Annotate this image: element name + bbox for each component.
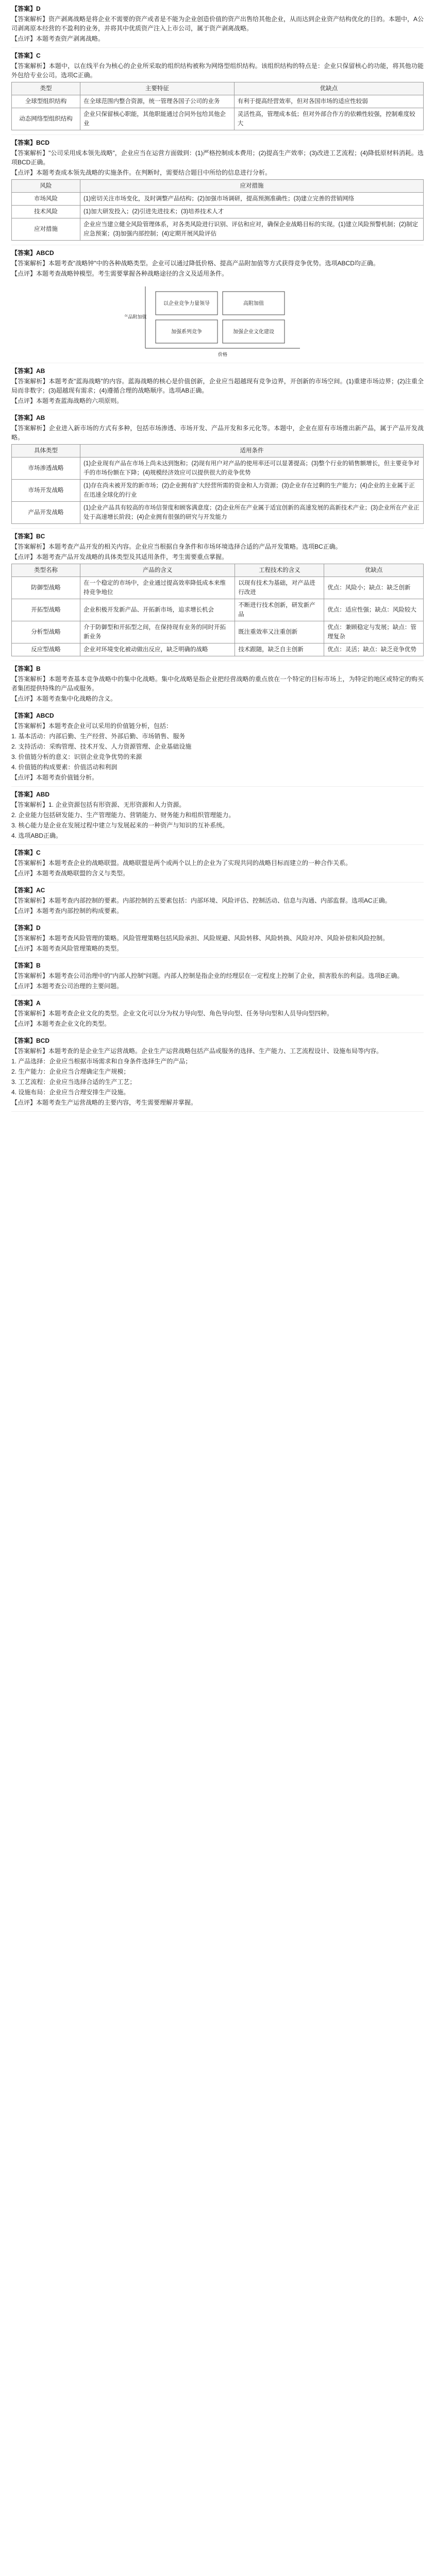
answer-paragraph: 【答案解析】本题考查公司治理中的"内部人控制"问题。内部人控制是指企业的经理层在一定程度上控制了企业，损害股东的利益。选项B正确。	[11, 972, 404, 979]
answer-paragraph: 【点评】本题考查蓝海战略的六项原则。	[11, 397, 123, 404]
reference-table	[11, 444, 424, 524]
table-header-row	[12, 180, 424, 193]
table-cell: 在全球范围内整合资源，统一管理各国子公司的业务	[80, 95, 235, 108]
answer-paragraph: 【点评】本题考查生产运营战略的主要内容，考生需要理解并掌握。	[11, 1099, 197, 1106]
table-cell: 在一个稳定的市场中，企业通过提高效率降低成本来维持竞争地位	[80, 577, 235, 599]
table-row	[12, 95, 424, 108]
table-cell: 优点：兼顾稳定与发展；缺点：管理复杂	[324, 621, 424, 643]
answer-block	[11, 998, 424, 1028]
table-header-cell: 优缺点	[324, 564, 424, 577]
answer-block	[11, 1036, 424, 1107]
answer-paragraph: 2. 支持活动：采购管理、技术开发、人力资源管理、企业基础设施	[11, 743, 192, 750]
answer-label: 【答案】ABD	[11, 791, 49, 798]
x-axis-label: 价格	[217, 352, 228, 357]
answer-block	[11, 961, 424, 991]
answer-label: 【答案】D	[11, 924, 41, 931]
block-divider	[11, 882, 424, 883]
answer-label: 【答案】BC	[11, 533, 45, 540]
answer-label: 【答案】B	[11, 665, 41, 672]
answer-label: 【答案】D	[11, 5, 41, 12]
answer-document	[0, 0, 435, 1112]
answer-paragraph: 【答案解析】本题考查的是企业生产运营战略。企业生产运营战略包括产品或服务的选择、生产能力、工艺流程设计、设施布局等内容。	[11, 1047, 383, 1055]
answer-paragraph: 2. 企业能力包括研发能力、生产管理能力、营销能力、财务能力和组织管理能力。	[11, 811, 235, 819]
answer-label: 【答案】BCD	[11, 1037, 49, 1044]
answer-paragraph: 【答案解析】本题考查"战略钟"中的各种战略类型。企业可以通过降低价格、提高产品附加值等方式获得竞争优势。选项ABCD均正确。	[11, 260, 379, 267]
quadrant-2-label: 高附加值	[243, 301, 264, 307]
table-row	[12, 480, 424, 502]
block-divider	[11, 47, 424, 48]
answer-block	[11, 923, 424, 953]
answer-block	[11, 886, 424, 916]
reference-table	[11, 82, 424, 130]
table-cell: 技术风险	[12, 206, 80, 218]
table-header-cell: 产品的含义	[80, 564, 235, 577]
answer-paragraph: 【点评】本题考查资产剥离战略。	[11, 35, 105, 42]
answer-label: 【答案】C	[11, 849, 41, 856]
table-cell: 开拓型战略	[12, 599, 80, 621]
answer-block	[11, 248, 424, 359]
table-cell: 优点：灵活；缺点：缺乏竞争优势	[324, 643, 424, 656]
answer-paragraph: 【答案解析】本题考查产品开发的相关内容。企业应当根据自身条件和市场环境选择合适的产品开发策略。选项BC正确。	[11, 543, 342, 550]
block-divider	[11, 660, 424, 661]
strategy-matrix-diagram	[125, 281, 310, 359]
block-divider	[11, 528, 424, 529]
table-header-cell: 主要特征	[80, 82, 235, 95]
answer-paragraph: 【答案解析】本题考查企业可以采用的价值链分析，包括：	[11, 722, 173, 730]
table-row	[12, 577, 424, 599]
table-cell: 企业只保留核心职能，其他职能通过合同外包给其他企业	[80, 108, 235, 130]
table-cell: 市场渗透战略	[12, 457, 80, 480]
answer-paragraph: 3. 核心能力是企业在发展过程中建立与发展起来的一种资产与知识的互补系统。	[11, 822, 229, 829]
answer-paragraph: 【答案解析】本题考查企业文化的类型。企业文化可以分为权力导向型、角色导向型、任务导向型和人员导向型四种。	[11, 1010, 333, 1017]
table-row	[12, 643, 424, 656]
block-divider	[11, 786, 424, 787]
quadrant-3-label: 加强系列竞争	[171, 329, 202, 335]
table-row	[12, 502, 424, 524]
table-cell: 既注重效率又注重创新	[235, 621, 324, 643]
table-cell: 以现有技术为基础，对产品进行改进	[235, 577, 324, 599]
table-cell: 市场开发战略	[12, 480, 80, 502]
answer-paragraph: 4. 设施布局：企业应当合理安排生产设施。	[11, 1089, 130, 1096]
answer-paragraph: 【答案解析】本题考查企业的战略联盟。战略联盟是两个或两个以上的企业为了实现共同的战略目标而建立的一种合作关系。	[11, 859, 352, 867]
answer-label: 【答案】C	[11, 52, 41, 59]
answer-paragraph: 【答案解析】企业进入新市场的方式有多种，包括市场渗透、市场开发、产品开发和多元化等。本题中，企业在原有市场推出新产品，属于产品开发战略。	[11, 425, 424, 441]
block-divider	[11, 1032, 424, 1033]
table-cell: (1)加大研发投入；(2)引进先进技术；(3)培养技术人才	[80, 206, 424, 218]
answer-label: 【答案】BCD	[11, 139, 49, 146]
table-header-row	[12, 445, 424, 457]
table-header-cell: 应对措施	[80, 180, 424, 193]
answer-paragraph: 1. 基本活动：内部后勤、生产经营、外部后勤、市场销售、服务	[11, 733, 186, 740]
table-header-row	[12, 564, 424, 577]
answer-label: 【答案】AB	[11, 414, 45, 421]
answer-label: 【答案】AB	[11, 367, 45, 375]
y-axis-label: 产品附加值	[125, 314, 147, 319]
answer-block	[11, 413, 424, 524]
table-cell: 有利于提高经营效率，但对各国市场的适应性较弱	[234, 95, 423, 108]
table-row	[12, 621, 424, 643]
answer-paragraph: 4. 价值链的构成要素：价值活动和利润	[11, 764, 118, 771]
answer-paragraph: 【点评】本题考查战略联盟的含义与类型。	[11, 870, 129, 877]
table-cell: 反应型战略	[12, 643, 80, 656]
answer-block	[11, 138, 424, 241]
table-row	[12, 206, 424, 218]
table-cell: 不断进行技术创新，研发新产品	[235, 599, 324, 621]
answer-block	[11, 711, 424, 782]
table-cell: 灵活性高，管理成本低；但对外部合作方的依赖性较强，控制难度较大	[234, 108, 423, 130]
reference-table	[11, 179, 424, 241]
table-row	[12, 108, 424, 130]
answer-paragraph: 【答案解析】1. 企业资源包括有形资源、无形资源和人力资源。	[11, 801, 186, 808]
table-cell: 防御型战略	[12, 577, 80, 599]
table-cell: 分析型战略	[12, 621, 80, 643]
table-cell: (1)存在尚未被开发的新市场；(2)企业拥有扩大经营所需的资金和人力资源；(3)企业存在过剩的生产能力；(4)企业的主业属于正在迅速全球化的行业	[80, 480, 424, 502]
answer-label: 【答案】A	[11, 999, 41, 1007]
answer-paragraph: 3. 工艺流程：企业应当选择合适的生产工艺；	[11, 1078, 136, 1086]
answer-block	[11, 4, 424, 43]
answer-label: 【答案】AC	[11, 887, 45, 894]
answer-paragraph: 【答案解析】本题考查风险管理的策略。风险管理策略包括风险承担、风险规避、风险转移、风险转换、风险对冲、风险补偿和风险控制。	[11, 935, 389, 942]
answer-paragraph: 【点评】本题考查价值链分析。	[11, 774, 98, 781]
table-cell: (1)密切关注市场变化，及时调整产品结构；(2)加强市场调研，提高预测准确性；(3)建立完善的营销网络	[80, 193, 424, 206]
answer-paragraph: 【答案解析】"公司采用成本领先战略"，企业应当在运营方面做到：(1)严格控制成本费用；(2)提高生产效率；(3)改进工艺流程；(4)降低原材料消耗。选项BCD正确。	[11, 149, 424, 166]
reference-table	[11, 564, 424, 656]
answer-paragraph: 【点评】本题考查产品开发战略的具体类型及其适用条件，考生需要重点掌握。	[11, 553, 228, 561]
block-divider	[11, 957, 424, 958]
table-row	[12, 599, 424, 621]
table-cell: (1)企业现有产品在市场上尚未达到饱和；(2)现有用户对产品的使用率还可以显著提高；(3)整个行业的销售额增长，但主要竞争对手的市场份额在下降；(4)规模经济效应可以提供很大的竞争优势	[80, 457, 424, 480]
table-header-cell: 类型名称	[12, 564, 80, 577]
answer-block	[11, 532, 424, 656]
table-header-cell: 风险	[12, 180, 80, 193]
answer-block	[11, 366, 424, 405]
table-header-cell: 适用条件	[80, 445, 424, 457]
table-cell: 应对措施	[12, 218, 80, 241]
answer-block	[11, 664, 424, 703]
table-cell: 全球型组织结构	[12, 95, 80, 108]
answer-block	[11, 790, 424, 840]
table-header-row	[12, 82, 424, 95]
table-header-cell: 优缺点	[234, 82, 423, 95]
table-cell: 产品开发战略	[12, 502, 80, 524]
answer-label: 【答案】ABCD	[11, 712, 54, 719]
table-cell: 企业应当建立健全风险管理体系，对各类风险进行识别、评估和应对，确保企业战略目标的实现。(1)建立风险预警机制；(2)制定应急预案；(3)加强内部控制；(4)定期开展风险评估	[80, 218, 424, 241]
answer-paragraph: 2. 生产能力：企业应当合理确定生产规模；	[11, 1068, 130, 1075]
table-cell: (1)企业产品具有较高的市场信誉度和顾客满意度；(2)企业所在产业属于适宜创新的高速发展的高新技术产业；(3)企业所在产业正处于高速增长阶段；(4)企业拥有很强的研究与开发能力	[80, 502, 424, 524]
block-divider	[11, 844, 424, 845]
answer-paragraph: 【点评】本题考查企业文化的类型。	[11, 1020, 111, 1027]
table-cell: 企业对环境变化被动做出反应，缺乏明确的战略	[80, 643, 235, 656]
block-divider	[11, 134, 424, 135]
table-header-cell: 类型	[12, 82, 80, 95]
answer-paragraph: 【点评】本题考查成本领先战略的实施条件。在判断时，需要结合题目中所给的信息进行分析。	[11, 169, 272, 176]
answer-paragraph: 【答案解析】资产剥离战略是将企业不需要的资产或者是不能为企业创造价值的资产出售给其他企业，从而达到企业资产结构优化的目的。本题中，A公司剥离原本经营的不盈利的业务，并将其中优质资产注入上市公司，属于资产剥离战略。	[11, 15, 424, 32]
table-cell: 企业积极开发新产品、开拓新市场，追求增长机会	[80, 599, 235, 621]
table-cell: 介于防御型和开拓型之间，在保持现有业务的同时开拓新业务	[80, 621, 235, 643]
answer-paragraph: 【点评】本题考查战略钟模型。考生需要掌握各种战略途径的含义及适用条件。	[11, 270, 228, 277]
answer-label: 【答案】B	[11, 962, 41, 969]
table-cell: 动态网络型组织结构	[12, 108, 80, 130]
answer-paragraph: 【点评】本题考查公司治理的主要问题。	[11, 982, 123, 990]
table-cell: 技术跟随，缺乏自主创新	[235, 643, 324, 656]
table-row	[12, 218, 424, 241]
table-cell: 优点：风险小；缺点：缺乏创新	[324, 577, 424, 599]
answer-paragraph: 【答案解析】本题中，以在线平台为核心的企业所采取的组织结构被称为网络型组织结构。该组织结构的特点是：企业只保留核心的功能，将其他功能外包给专业公司。选项C正确。	[11, 62, 424, 79]
answer-block	[11, 51, 424, 130]
table-cell: 优点：适应性强；缺点：风险较大	[324, 599, 424, 621]
answer-paragraph: 3. 价值链分析的意义：识别企业竞争优势的来源	[11, 753, 142, 760]
table-cell: 市场风险	[12, 193, 80, 206]
answer-paragraph: 【点评】本题考查内部控制的构成要素。	[11, 907, 123, 914]
table-header-cell: 具体类型	[12, 445, 80, 457]
answer-paragraph: 【点评】本题考查风险管理策略的类型。	[11, 945, 123, 952]
answer-paragraph: 【答案解析】本题考查内部控制的要素。内部控制的五要素包括：内部环境、风险评估、控制活动、信息与沟通、内部监督。选项AC正确。	[11, 897, 391, 904]
answer-paragraph: 1. 产品选择：企业应当根据市场需求和自身条件选择生产的产品；	[11, 1058, 192, 1065]
answer-paragraph: 4. 选项ABD正确。	[11, 832, 62, 839]
quadrant-1-label: 以企业竞争力量领导	[163, 301, 210, 307]
answer-paragraph: 【答案解析】本题考查基本竞争战略中的集中化战略。集中化战略是指企业把经营战略的重点放在一个特定的目标市场上，为特定的地区或特定的购买者集团提供特殊的产品或服务。	[11, 675, 424, 692]
answer-block	[11, 848, 424, 878]
answer-paragraph: 【点评】本题考查集中化战略的含义。	[11, 695, 117, 702]
table-header-cell: 工程技术的含义	[235, 564, 324, 577]
table-row	[12, 193, 424, 206]
answer-paragraph: 【答案解析】本题考查"蓝海战略"的内容。蓝海战略的核心是价值创新，企业应当超越现有竞争边界，开创新的市场空间。(1)重建市场边界；(2)注重全局而非数字；(3)超越现有需求；(4)遵循合理的战略顺序。选项AB正确。	[11, 378, 424, 394]
answer-label: 【答案】ABCD	[11, 249, 54, 257]
table-row	[12, 457, 424, 480]
block-divider	[11, 1111, 424, 1112]
matrix-svg	[125, 281, 310, 359]
block-divider	[11, 707, 424, 708]
quadrant-4-label: 加强企业文化建设	[233, 329, 274, 335]
